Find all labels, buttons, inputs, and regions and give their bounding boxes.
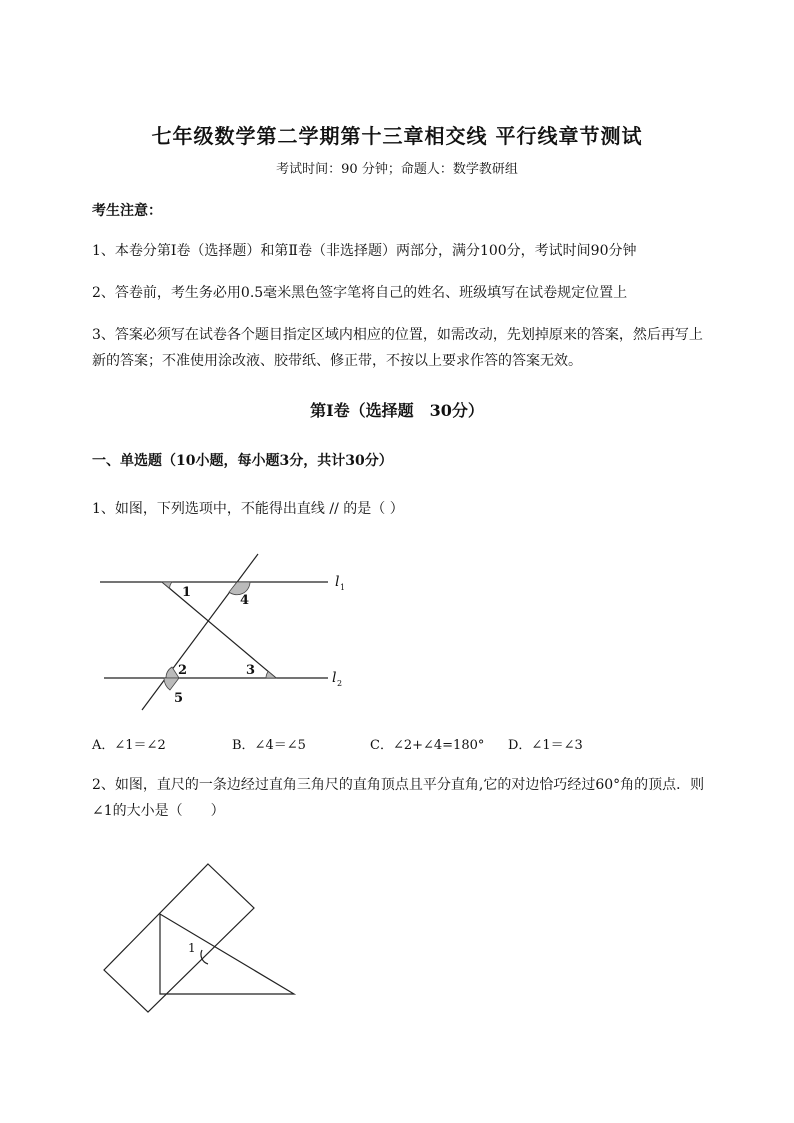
angle-3-mark	[266, 672, 276, 679]
notice-item-2: 2、答卷前，考生务必用0.5毫米黑色签字笔将自己的姓名、班级填写在试卷规定位置上	[92, 285, 628, 301]
q1-option-b[interactable]: B．∠4＝∠5	[232, 738, 306, 753]
angle-4-label: 4	[240, 593, 250, 608]
line-l2-label: l	[332, 670, 337, 686]
angle-2-label: 2	[178, 663, 188, 678]
ruler-outline	[104, 864, 254, 1012]
exam-info: 考试时间：90 分钟；命题人：数学教研组	[276, 162, 518, 177]
line-l1-label: l	[335, 574, 340, 590]
part-title: 一、单选题（10小题，每小题3分，共计30分）	[92, 453, 393, 469]
notice-item-3: 3、答案必须写在试卷各个题目指定区域内相应的位置，如需改动，先划掉原来的答案，然后再写上新的答案；不准使用涂改液、胶带纸、修正带，不按以上要求作答的答案无效。	[92, 327, 703, 369]
question-1-figure	[96, 548, 356, 718]
angle-1-label: 1	[188, 941, 196, 955]
notice-item-1: 1、本卷分第Ⅰ卷（选择题）和第Ⅱ卷（非选择题）两部分，满分100分，考试时间90分钟	[92, 243, 637, 259]
section-title: 第Ⅰ卷（选择题 30分）	[310, 401, 484, 420]
question-1-stem: 1、如图，下列选项中，不能得出直线 // 的是（ ）	[92, 501, 404, 517]
q1-option-c[interactable]: C．∠2+∠4=180°	[370, 738, 485, 753]
angle-3-label: 3	[246, 663, 256, 678]
q1-option-d[interactable]: D．∠1＝∠3	[508, 738, 583, 753]
page-title: 七年级数学第二学期第十三章相交线 平行线章节测试	[151, 124, 643, 148]
line-l2-subscript: 2	[337, 679, 343, 688]
angle-5-mark	[164, 678, 179, 690]
question-2-stem: 2、如图，直尺的一条边经过直角三角尺的直角顶点且平分直角,它的对边恰巧经过60°角的顶点．则∠1的大小是（ ）	[92, 777, 705, 819]
transversal-a	[142, 554, 258, 710]
q1-option-a[interactable]: A．∠1＝∠2	[92, 738, 166, 753]
triangle-outline	[160, 914, 294, 994]
angle-1-mark	[162, 582, 172, 588]
angle-5-label: 5	[174, 691, 184, 706]
notice-heading: 考生注意：	[92, 203, 162, 219]
line-l1-subscript: 1	[340, 583, 346, 592]
question-2-figure	[96, 858, 306, 1018]
angle-1-label: 1	[182, 585, 192, 600]
